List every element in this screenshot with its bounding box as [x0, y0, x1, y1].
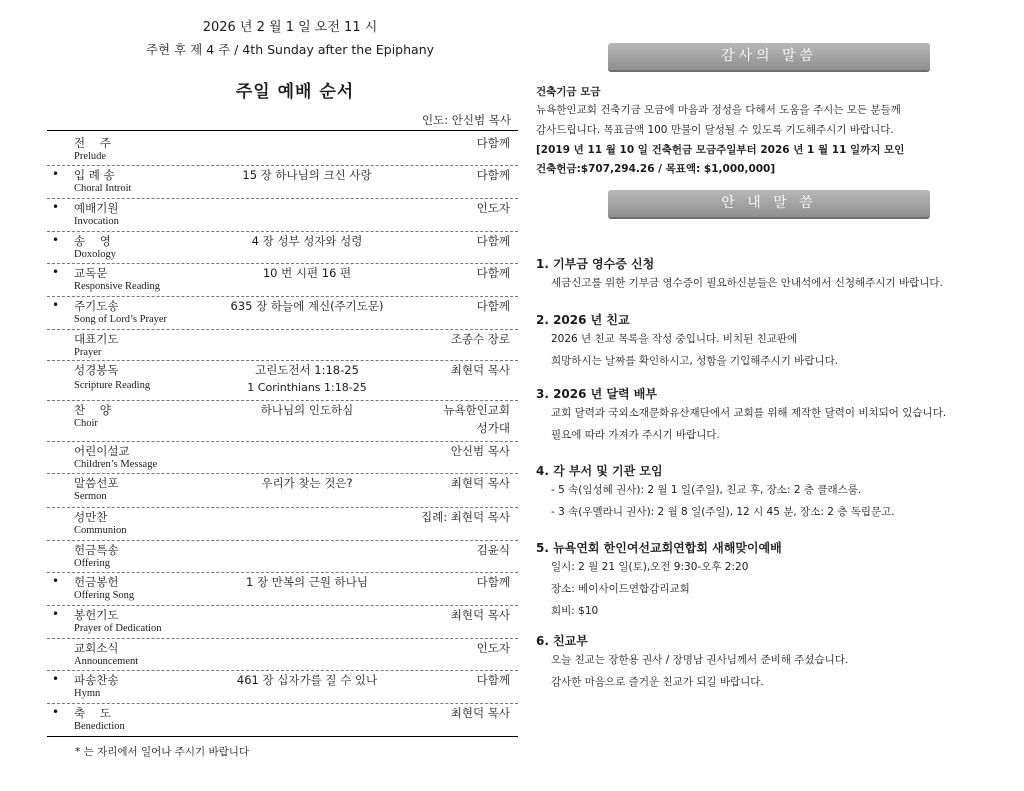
order-item	[47, 329, 518, 361]
item-presenter: 다함께	[476, 136, 510, 150]
notice-heading: 1. 기부금 영수증 신청	[536, 257, 655, 271]
order-item	[47, 441, 518, 474]
order-item	[47, 540, 518, 573]
item-detail: 461 장 십자가를 질 수 있나	[236, 673, 378, 687]
order-item	[47, 670, 518, 704]
item-title-ko: 헌금특송	[74, 543, 119, 557]
notice-heading: 2. 2026 년 친교	[536, 313, 630, 327]
item-title-ko: 예배기원	[74, 201, 119, 215]
item-title-ko: 주기도송	[74, 299, 119, 313]
notice-text: 오늘 친교는 장한용 권사 / 장명남 권사님께서 준비해 주셨습니다.	[551, 654, 849, 666]
order-item	[47, 572, 518, 606]
order-item	[47, 473, 518, 508]
standing-footnote: * 는 자리에서 일어나 주시기 바랍니다	[75, 746, 250, 758]
standing-marker: •	[52, 200, 60, 214]
notice-text: 감사한 마음으로 즐거운 친교가 되길 바랍니다.	[551, 676, 764, 688]
item-title-en: Choir	[74, 418, 98, 429]
order-item	[47, 507, 518, 541]
item-title-ko: 파송찬송	[74, 673, 119, 687]
item-title-en: Prelude	[74, 151, 107, 162]
notice-text: 장소: 베이사이드연합감리교회	[551, 583, 690, 595]
notice-heading: 3. 2026 년 달력 배부	[536, 387, 657, 401]
item-detail: 1 장 만복의 근원 하나님	[246, 575, 368, 589]
notices-banner: 안 내 말 씀	[608, 190, 930, 219]
order-item	[47, 400, 518, 442]
item-presenter: 다함께	[476, 299, 510, 313]
notice-text: - 3 속(우멜라니 권사): 2 월 8 일(주일), 12 시 45 분, 장소: 2 층 독립문고.	[551, 506, 895, 518]
fund-total: 건축헌금:$707,294.26 / 목표액: $1,000,000]	[536, 163, 776, 175]
item-detail: 하나님의 인도하심	[260, 403, 354, 417]
thanks-text-1: 뉴욕한인교회 건축기금 모금에 마음과 정성을 다해서 도움을 주시는 모든 분들께	[536, 104, 901, 116]
fund-period: [2019 년 11 월 10 일 건축헌금 모금주일부터 2026 년 1 월 11 일까지 모인	[536, 144, 905, 156]
thanks-banner: 감사의 말씀	[608, 43, 930, 72]
order-item	[47, 231, 518, 264]
liturgical-week: 주현 후 제 4 주 / 4th Sunday after the Epiphany	[145, 42, 435, 57]
item-presenter: 최현덕 목사	[450, 706, 510, 720]
item-title-en: Choral Introit	[74, 183, 132, 194]
item-presenter: 다함께	[476, 575, 510, 589]
item-presenter: 다함께	[476, 234, 510, 248]
order-item	[47, 133, 518, 166]
standing-marker: •	[52, 574, 60, 588]
item-title-en: Scripture Reading	[74, 380, 151, 391]
item-title-ko: 어린이설교	[74, 444, 130, 458]
item-title-en: Invocation	[74, 216, 119, 227]
item-title-ko: 성경봉독	[74, 363, 119, 377]
item-presenter-secondary: 성가대	[476, 421, 510, 435]
item-title-ko: 전 주	[74, 136, 111, 150]
item-detail: 635 장 하늘에 계신(주기도문)	[230, 299, 384, 313]
order-item	[47, 263, 518, 297]
item-presenter: 집례: 최현덕 목사	[421, 510, 510, 524]
notice-text: 필요에 따라 가져가 주시기 바랍니다.	[551, 429, 720, 441]
item-detail: 10 번 시편 16 편	[262, 266, 352, 280]
order-title: 주일 예배 순서	[235, 82, 355, 102]
item-title-en: Children’s Message	[74, 459, 158, 470]
order-item	[47, 165, 518, 199]
order-item	[47, 703, 518, 736]
item-title-en: Song of Lord’s Prayer	[74, 314, 168, 325]
item-presenter: 다함께	[476, 673, 510, 687]
notice-text: 회비: $10	[551, 605, 599, 617]
item-presenter: 안신범 목사	[450, 444, 510, 458]
notice-text: - 5 속(임성혜 권사): 2 월 1 일(주일), 친교 후, 장소: 2 층 클래스룸.	[551, 484, 862, 496]
item-presenter: 다함께	[476, 266, 510, 280]
standing-marker: •	[52, 233, 60, 247]
worship-leader: 인도: 안신범 목사	[422, 113, 511, 127]
order-item	[47, 360, 518, 401]
order-item	[47, 605, 518, 639]
item-presenter: 조종수 장로	[450, 332, 510, 346]
thanks-text-2: 감사드립니다. 목표금액 100 만불이 달성될 수 있도록 기도해주시기 바랍니다.	[536, 124, 894, 136]
item-title-en: Announcement	[74, 656, 139, 667]
item-title-en: Communion	[74, 525, 127, 536]
standing-marker: •	[52, 672, 60, 686]
item-title-en: Doxology	[74, 249, 116, 260]
notice-text: 희망하시는 날짜를 확인하시고, 성함을 기입해주시기 바랍니다.	[551, 355, 839, 367]
item-title-ko: 교독문	[74, 266, 108, 280]
item-presenter: 다함께	[476, 168, 510, 182]
item-title-ko: 말씀선포	[74, 476, 119, 490]
order-item	[47, 198, 518, 232]
item-detail: 4 장 성부 성자와 성령	[251, 234, 363, 248]
item-title-en: Benediction	[74, 721, 125, 732]
item-presenter: 최현덕 목사	[450, 476, 510, 490]
item-title-en: Sermon	[74, 491, 107, 502]
item-title-ko: 입 례 송	[74, 168, 115, 182]
item-title-en: Prayer	[74, 347, 102, 358]
item-presenter: 인도자	[476, 201, 510, 215]
item-title-en: Offering Song	[74, 590, 135, 601]
standing-marker: •	[52, 167, 60, 181]
item-title-en: Offering	[74, 558, 110, 569]
order-item	[47, 638, 518, 671]
building-fund-heading: 건축기금 모금	[536, 86, 601, 98]
standing-marker: •	[52, 265, 60, 279]
item-presenter: 인도자	[476, 641, 510, 655]
item-title-ko: 교회소식	[74, 641, 119, 655]
order-item	[47, 296, 518, 330]
item-title-en: Prayer of Dedication	[74, 623, 162, 634]
item-title-en: Responsive Reading	[74, 281, 161, 292]
standing-marker: •	[52, 607, 60, 621]
notice-text: 2026 년 친교 목록을 작성 중입니다. 비치된 친교판에	[551, 333, 798, 345]
item-title-ko: 헌금봉헌	[74, 575, 119, 589]
item-presenter: 뉴욕한인교회	[443, 403, 510, 417]
item-detail: 우리가 찾는 것은?	[261, 476, 353, 490]
notice-heading: 4. 각 부서 및 기관 모임	[536, 464, 663, 478]
standing-marker: •	[52, 298, 60, 312]
item-title-ko: 봉헌기도	[74, 608, 119, 622]
item-detail: 고린도전서 1:18-25	[255, 363, 359, 377]
item-detail: 15 장 하나님의 크신 사랑	[242, 168, 372, 182]
service-date: 2026 년 2 월 1 일 오전 11 시	[202, 20, 378, 35]
notice-heading: 6. 친교부	[536, 634, 588, 648]
top-rule	[47, 130, 518, 131]
notice-heading: 5. 뉴욕연회 한인여선교회연합회 새해맞이예배	[536, 541, 782, 555]
notice-text: 교회 달력과 국외소재문화유산재단에서 교회를 위해 제작한 달력이 비치되어 있습니다.	[551, 407, 947, 419]
item-title-ko: 대표기도	[74, 332, 119, 346]
notice-text: 세금신고를 위한 기부금 영수증이 필요하신분들은 안내석에서 신청해주시기 바랍니다.	[551, 277, 943, 289]
item-detail-secondary: 1 Corinthians 1:18-25	[247, 381, 367, 394]
item-title-ko: 축 도	[74, 706, 111, 720]
item-title-ko: 성만찬	[74, 510, 108, 524]
bottom-rule	[47, 736, 518, 737]
standing-marker: •	[52, 705, 60, 719]
item-presenter: 김윤식	[476, 543, 510, 557]
notice-text: 일시: 2 월 21 일(토),오전 9:30-오후 2:20	[551, 561, 749, 573]
item-title-en: Hymn	[74, 688, 101, 699]
item-title-ko: 송 영	[74, 234, 111, 248]
item-presenter: 최현덕 목사	[450, 608, 510, 622]
item-title-ko: 찬 양	[74, 403, 111, 417]
item-presenter: 최현덕 목사	[450, 363, 510, 377]
